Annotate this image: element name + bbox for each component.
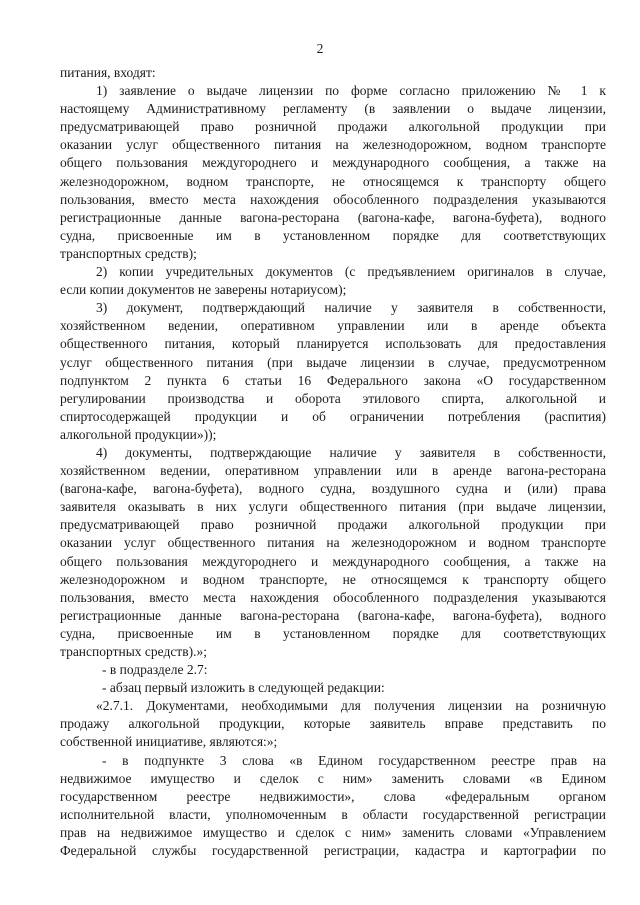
text-line: алкогольной продукции»)); [60, 426, 217, 442]
text-line: оказании услуг общественного питания на железнодорожном, водном транспорте [60, 137, 606, 153]
text-line: пользования, вместо места нахождения обособленного подразделения указываются [60, 191, 606, 207]
text-line: 3) документ, подтверждающий наличие у заявителя в собственности, [96, 300, 606, 316]
text-line: настоящему Административному регламенту (в заявлении о выдаче лицензии, [60, 101, 606, 117]
text-line: заявителя оказывать в них услуги общественного питания (при выдаче лицензии, [60, 499, 606, 515]
text-line: регистрационные данные вагона-ресторана (вагона-кафе, вагона-буфета), водного [60, 607, 606, 623]
text-line: железнодорожном, водном транспорте, не относящемся к транспорту общего [60, 173, 606, 189]
text-line: - абзац первый изложить в следующей редакции: [102, 680, 385, 696]
text-line: предусматривающей право розничной продажи алкогольной продукции при [60, 517, 606, 533]
text-line: питания, входят: [60, 65, 156, 80]
text-line: пользования, вместо места нахождения обособленного подразделения указываются [60, 589, 606, 605]
text-line: транспортных средств).»; [60, 644, 207, 659]
text-line: подпунктом 2 пункта 6 статьи 16 Федерального закона «О государственном [60, 372, 606, 388]
text-line: общего пользования междугороднего и международного сообщения, а также на [60, 553, 606, 569]
text-line: общего пользования междугороднего и международного сообщения, а также на [60, 155, 606, 171]
text-line: регулировании производства и оборота этилового спирта, алкогольной и [60, 390, 606, 406]
text-line: общественного питания, который планируется использовать для предоставления [60, 336, 606, 352]
text-line: судна, присвоенные им в установленном порядке для соответствующих [60, 227, 606, 243]
text-line: исполнительной власти, уполномоченным в области государственной регистрации [60, 806, 606, 822]
text-line: транспортных средств); [60, 245, 197, 261]
document-body [60, 64, 606, 860]
text-line: спиртосодержащей продукции и об ограничении потребления (распития) [60, 408, 606, 424]
text-line: 2) копии учредительных документов (с предъявлением оригиналов в случае, [96, 264, 606, 280]
text-line: хозяйственном ведении, оперативном управлении или в аренде объекта [60, 318, 606, 334]
text-line: предусматривающей право розничной продажи алкогольной продукции при [60, 119, 606, 135]
text-line: собственной инициативе, являются:»; [60, 734, 278, 750]
text-line: регистрационные данные вагона-ресторана (вагона-кафе, вагона-буфета), водного [60, 209, 606, 225]
text-line: 4) документы, подтверждающие наличие у заявителя в собственности, [96, 444, 606, 460]
text-line: государственном реестре недвижимости», слова «федеральным органом [60, 788, 606, 804]
page-number: 2 [316, 41, 324, 56]
text-line: услуг общественного питания (при выдаче лицензии в случае, предусмотренном [60, 354, 606, 370]
text-line: 1) заявление о выдаче лицензии по форме согласно приложению № 1 к [96, 83, 606, 99]
text-line: железнодорожном и водном транспорте, не относящемся к транспорту общего [60, 571, 606, 587]
text-line: продажу алкогольной продукции, которые заявитель вправе представить по [60, 716, 606, 732]
text-line: - в подпункте 3 слова «в Едином государственном реестре прав на [102, 752, 606, 768]
text-line: если копии документов не заверены нотариусом); [60, 282, 347, 298]
text-line: судна, присвоенные им в установленном порядке для соответствующих [60, 625, 606, 641]
text-line: - в подразделе 2.7: [102, 662, 208, 678]
text-line: (вагона-кафе, вагона-буфета), водного судна, воздушного судна и (или) права [60, 481, 606, 497]
text-line: прав на недвижимое имущество и сделок с ним» заменить словами «Управлением [60, 824, 606, 840]
text-line: оказании услуг общественного питания на железнодорожном и водном транспорте [60, 535, 606, 551]
text-line: недвижимое имущество и сделок с ним» заменить словами «в Едином [60, 770, 606, 786]
text-line: хозяйственном ведении, оперативном управлении или в аренде вагона-ресторана [60, 463, 606, 479]
text-line: Федеральной службы государственной регистрации, кадастра и картографии по [60, 843, 606, 859]
text-line: «2.7.1. Документами, необходимыми для получения лицензии на розничную [96, 698, 606, 714]
